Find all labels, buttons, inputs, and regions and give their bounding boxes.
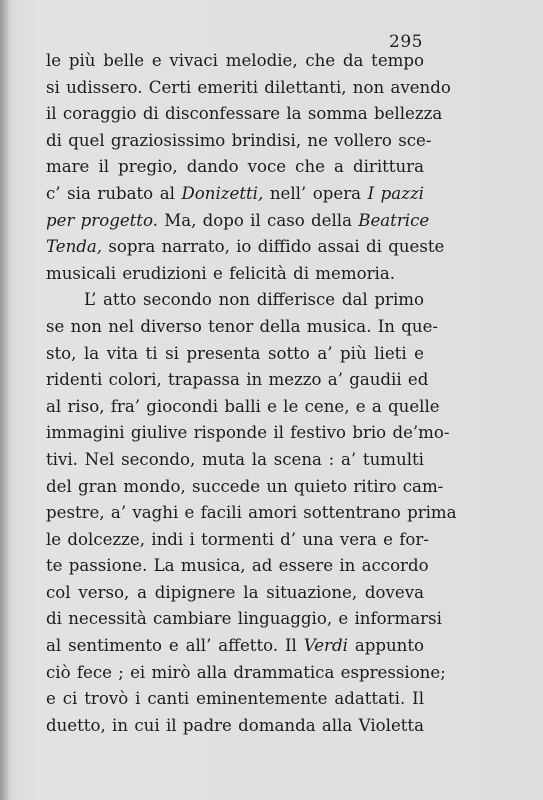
page-number: 295 (389, 32, 423, 52)
text-line-4: di quel graziosissimo brindisi, ne vollero sce- (46, 130, 432, 150)
text-line-23: al sentimento e all’ affetto. Il Verdi appunto (46, 636, 424, 656)
text-line-17: del gran mondo, succede un quieto ritiro cam- (46, 476, 444, 496)
text-line-3: il coraggio di disconfessare la somma bellezza (46, 104, 443, 124)
text-line-2: si udissero. Certi emeriti dilettanti, non avendo (46, 77, 451, 97)
text-line-18: pestre, a’ vaghi e facili amori sottentrano prima (46, 503, 457, 523)
text-line-12: sto, la vita ti si presenta sotto a’ più lieti e (46, 343, 424, 363)
text-line-25: e ci trovò i canti eminentemente adattati. Il (46, 689, 424, 709)
text-line-9: musicali erudizioni e felicità di memoria. (46, 263, 395, 283)
text-line-5: mare il pregio, dando voce che a dirittura (46, 157, 424, 177)
binding-shadow (0, 0, 10, 800)
text-line-7: per progetto. Ma, dopo il caso della Beatrice (46, 210, 430, 230)
text-line-10: L’ atto secondo non differisce dal primo (84, 290, 424, 310)
body-text (46, 48, 457, 739)
text-line-19: le dolcezze, indi i tormenti d’ una vera e for- (46, 529, 429, 549)
text-line-1: le più belle e vivaci melodie, che da tempo (46, 51, 424, 70)
text-line-8: Tenda, sopra narrato, io diffido assai di queste (46, 237, 445, 257)
text-line-13: ridenti colori, trapassa in mezzo a’ gaudii ed (46, 370, 429, 390)
text-line-15: immagini giulive risponde il festivo brio de’mo- (46, 423, 450, 443)
text-line-24: ciò fece ; ei mirò alla drammatica espressione; (46, 662, 446, 682)
text-line-21: col verso, a dipignere la situazione, doveva (46, 582, 424, 602)
text-line-16: tivi. Nel secondo, muta la scena : a’ tumulti (46, 449, 424, 469)
text-line-14: al riso, fra’ giocondi balli e le cene, e a quelle (46, 396, 440, 416)
text-line-20: te passione. La musica, ad essere in accordo (46, 556, 429, 576)
text-line-6: c’ sia rubato al Donizetti, nell’ opera I pazzi (46, 183, 424, 203)
text-line-11: se non nel diverso tenor della musica. In que- (46, 316, 439, 336)
text-line-26: duetto, in cui il padre domanda alla Violetta (46, 715, 424, 735)
text-line-22: di necessità cambiare linguaggio, e informarsi (46, 609, 442, 629)
